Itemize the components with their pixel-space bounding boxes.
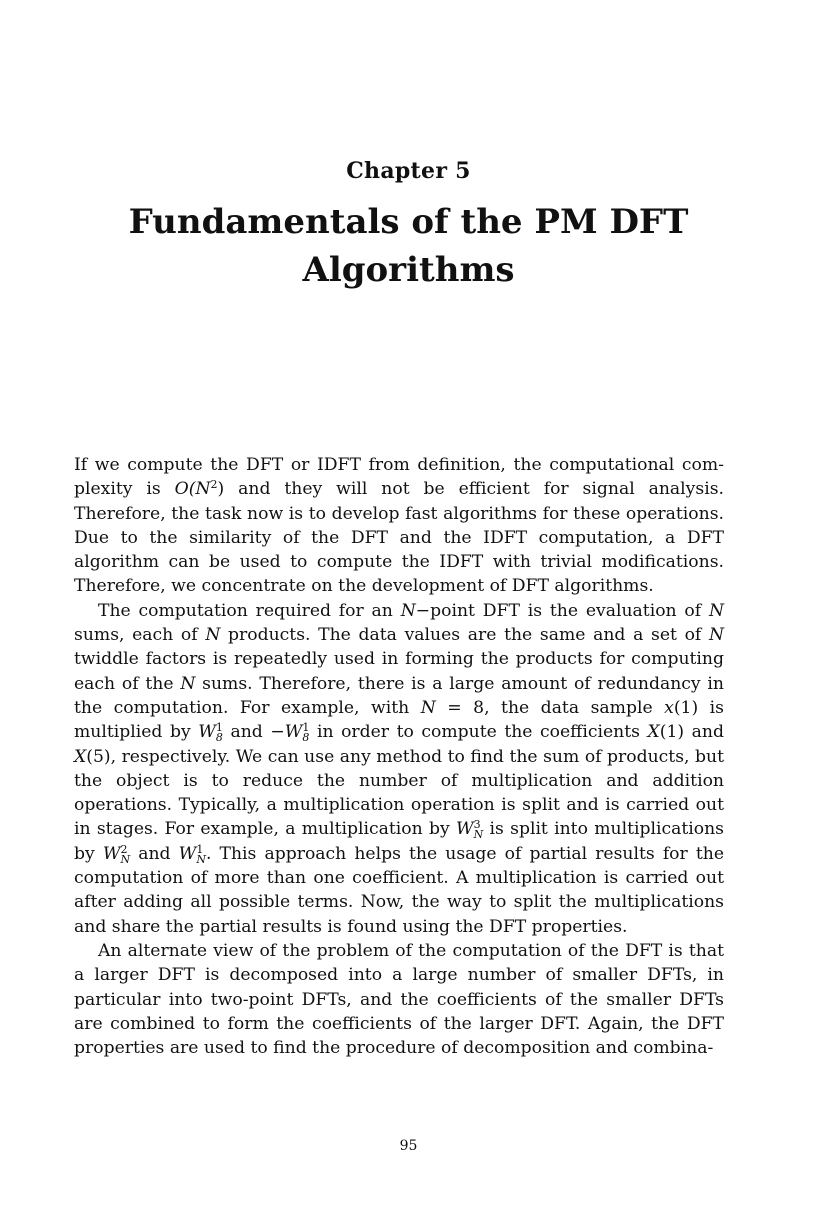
page-number: 95: [399, 1138, 418, 1154]
chapter-title-line-2: Algorithms: [302, 250, 515, 290]
chapter-title-line-1: Fundamentals of the PM DFT: [128, 202, 689, 242]
chapter-label: Chapter 5: [346, 158, 471, 184]
body-text: [74, 453, 724, 1060]
paragraph-1: If we compute the DFT or IDFT from definition, the computational com-plexity is $O(N^2)$ and they will not be efficient for signal analysis. Therefore, the task now is to develop fast algorithms for these operations. Due to the similarity of the DFT and the IDFT computation, a DFT algorithm can be used to compute the IDFT with trivial modifications. Therefore, we concentrate on the development of DFT algorithms.: [74, 455, 724, 597]
paragraph-2: The computation required for an N−point DFT is the evaluation of N sums, each of N products. The data values are the same and a set of N twiddle factors is repeatedly used in forming the products for computing each of the N sums. Therefore, there is a large amount of redundancy in the computation. For example, with N = 8, the data sample x(1) is multiplied by $W^1_8$ and $-W^1_8$ in order to compute the coefficients X(1) and X(5), respectively. We can use any method to find the sum of products, but the object is to reduce the number of multiplication and addition operations. Typically, a multiplication operation is split and is carried out in stages. For example, a multiplication by $W^3_N$ is split into multiplications by $W^2_N$ and $W^1_N$. This approach helps the usage of partial results for the computation of more than one coefficient. A multiplication is carried out after adding all possible terms. Now, the way to split the multiplications and share the partial results is found using the DFT properties.: [74, 600, 725, 937]
paragraph-3: An alternate view of the problem of the computation of the DFT is that a larger DFT is decomposed into a large number of smaller DFTs, in particular into two-point DFTs, and the coefficients of the smaller DFTs are combined to form the coefficients of the larger DFT. Again, the DFT properties are used to find the procedure of decomposition and combina-: [74, 940, 724, 1059]
chapter-title: [100, 198, 717, 294]
